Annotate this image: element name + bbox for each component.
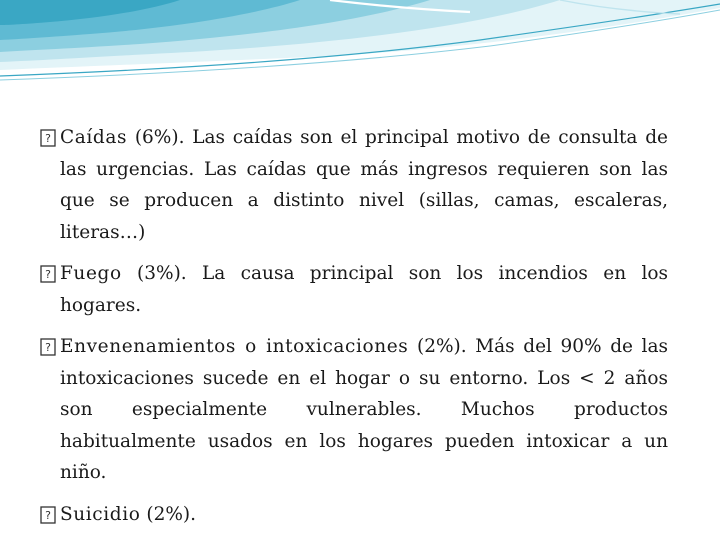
item-title: Caídas: [60, 127, 128, 148]
list-item: [40, 122, 668, 248]
item-text: (2%). Más del 90% de las intoxicaciones sucede en el hogar o su entorno. Los < 2 años son especialmente vulnerables. Muchos productos habitualmente usados en los hogares pueden intoxicar a un niño.: [60, 336, 668, 483]
header-wave-decoration: [0, 0, 720, 90]
item-title: Suicidio: [60, 503, 141, 525]
item-title: Fuego: [60, 263, 122, 284]
item-text: (6%). Las caídas son el principal motivo de consulta de las urgencias. Las caídas que más ingresos requieren son las que se producen a distinto nivel (sillas, camas, escaleras, literas…): [60, 127, 668, 243]
list-item: [40, 258, 668, 321]
list-item: [40, 331, 668, 489]
svg-text:?: ?: [45, 132, 51, 145]
svg-text:?: ?: [45, 341, 51, 354]
missing-glyph-icon: [40, 265, 56, 283]
svg-text:?: ?: [45, 268, 51, 281]
svg-text:?: ?: [45, 508, 51, 522]
item-text: (3%). La causa principal son los incendios en los hogares.: [60, 263, 668, 316]
missing-glyph-icon: [40, 506, 56, 524]
item-title: Envenenamientos o intoxicaciones: [60, 336, 409, 357]
list-item: [40, 499, 668, 531]
missing-glyph-icon: [40, 338, 56, 356]
missing-glyph-icon: [40, 129, 56, 147]
item-text: (2%).: [140, 503, 197, 525]
slide-content: [40, 122, 668, 540]
